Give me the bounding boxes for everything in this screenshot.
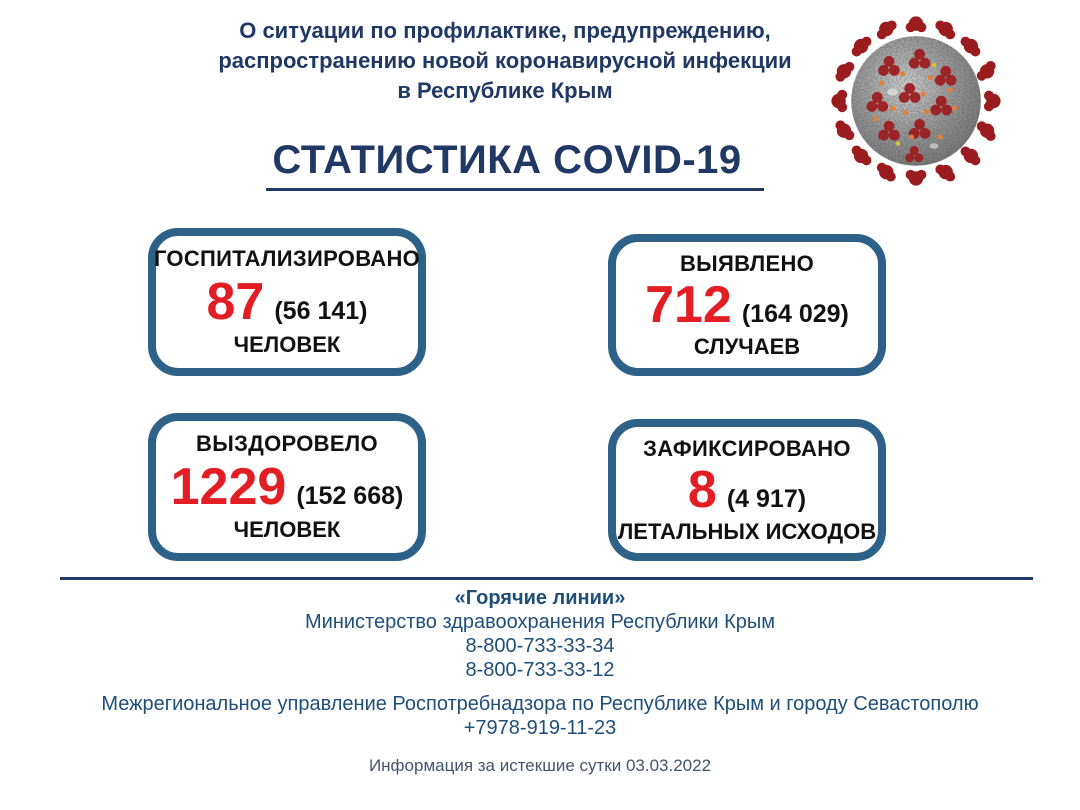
stat-value-line — [687, 461, 807, 519]
stat-unit: ЛЕТАЛЬНЫХ ИСХОДОВ — [617, 518, 877, 544]
hotline-phone-2: 8-800-733-33-12 — [465, 659, 615, 681]
stat-value-line — [170, 458, 404, 516]
stat-value-line — [206, 273, 368, 331]
page-title: СТАТИСТИКА COVID-19 — [266, 138, 763, 191]
rospotrebnadzor-line: Межрегиональное управление Роспотребнадзора по Республике Крым и городу Севастополю — [101, 693, 979, 715]
stat-value-line — [645, 276, 849, 334]
stat-value: 87 — [206, 273, 265, 331]
stat-label: ВЫЯВЛЕНО — [679, 250, 815, 276]
stat-card-detected — [608, 234, 886, 376]
header-line-1: О ситуации по профилактике, предупреждению, — [239, 18, 771, 43]
stat-cumulative-total: (56 141) — [274, 297, 368, 325]
divider-line — [60, 577, 1033, 580]
stat-unit: ЧЕЛОВЕК — [233, 517, 341, 542]
ministry-line: Министерство здравоохранения Республики Крым — [305, 611, 775, 633]
stat-cumulative-total: (4 917) — [726, 485, 807, 513]
stat-label: ГОСПИТАЛИЗИРОВАНО — [153, 246, 421, 271]
stat-value: 1229 — [170, 458, 287, 516]
footer — [0, 586, 1080, 778]
stat-card-deaths — [608, 419, 886, 561]
stat-card-hospitalized — [148, 228, 426, 376]
stat-cumulative-total: (152 668) — [296, 482, 404, 510]
header-line-3: в Республике Крым — [397, 78, 613, 103]
title-wrap — [0, 138, 1030, 191]
stat-label: ВЫЗДОРОВЕЛО — [196, 431, 378, 456]
hotline-phone-1: 8-800-733-33-34 — [465, 635, 615, 657]
hotlines-title: «Горячие линии» — [454, 587, 626, 609]
header-line-2: распространению новой коронавирусной инфекции — [218, 48, 792, 73]
stat-card-recovered — [148, 413, 426, 561]
header-text — [180, 16, 830, 106]
stat-cumulative-total: (164 029) — [741, 300, 849, 328]
stat-label: ЗАФИКСИРОВАНО — [643, 435, 851, 461]
stat-value: 712 — [645, 276, 732, 334]
rospotrebnadzor-phone: +7978-919-11-23 — [463, 717, 617, 739]
stat-value: 8 — [687, 461, 717, 519]
stat-unit: ЧЕЛОВЕК — [233, 332, 341, 357]
stat-unit: СЛУЧАЕВ — [693, 333, 801, 359]
info-date-line: Информация за истекшие сутки 03.03.2022 — [368, 756, 712, 775]
